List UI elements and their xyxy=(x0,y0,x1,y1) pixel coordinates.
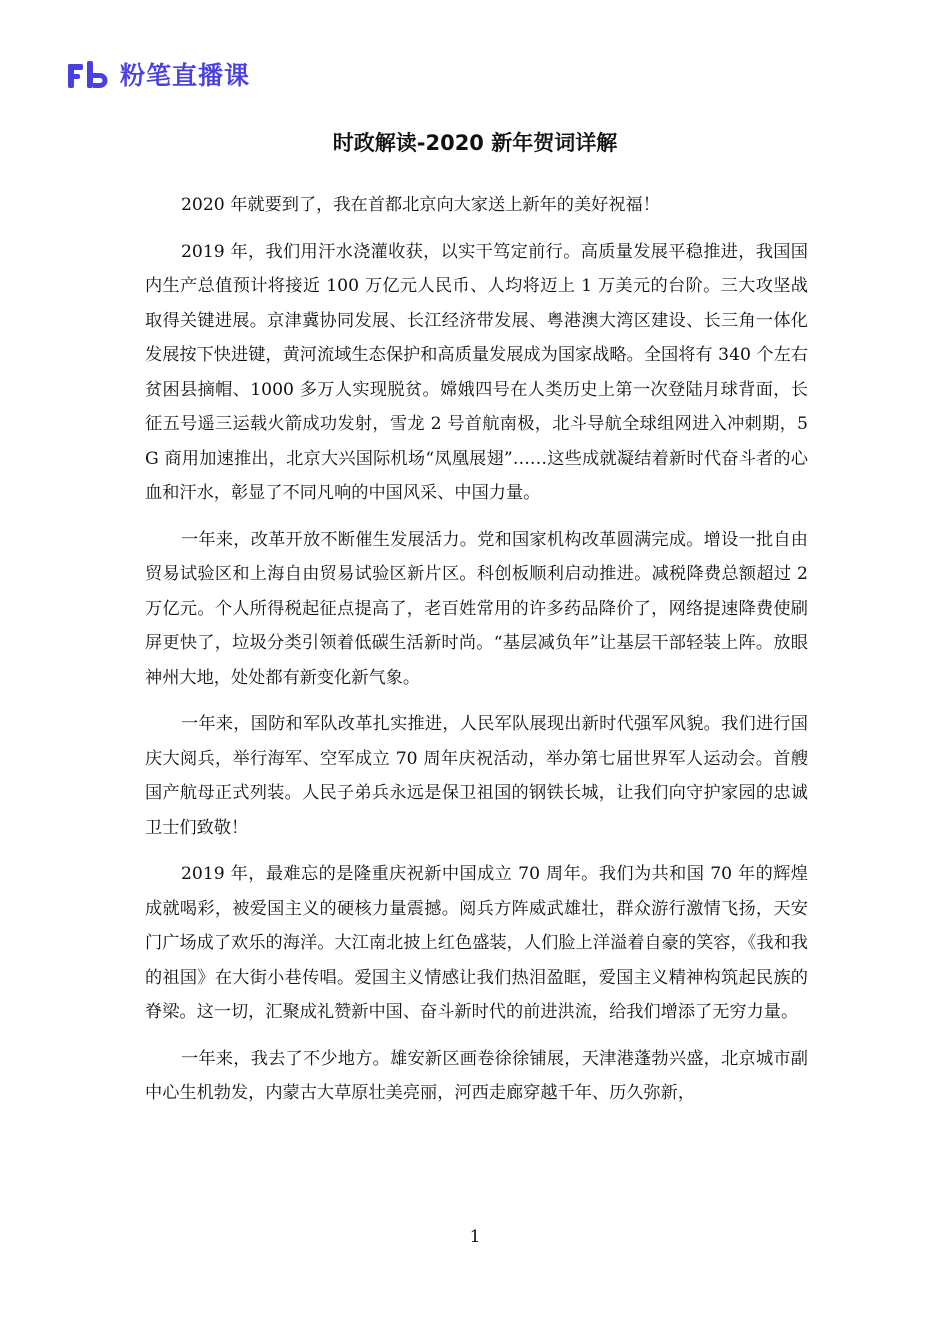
document-body xyxy=(145,188,808,1123)
paragraph: 一年来，改革开放不断催生发展活力。党和国家机构改革圆满完成。增设一批自由贸易试验区和上海自由贸易试验区新片区。科创板顺利启动推进。减税降费总额超过 2 万亿元。个人所得税起征点提高了，老百姓常用的许多药品降价了，网络提速降费使刷屏更快了，垃圾分类引领着低碳生活新时尚。“基层减负年”让基层干部轻装上阵。放眼神州大地，处处都有新变化新气象。 xyxy=(145,529,808,688)
paragraph: 2019 年，最难忘的是隆重庆祝新中国成立 70 周年。我们为共和国 70 年的辉煌成就喝彩，被爱国主义的硬核力量震撼。阅兵方阵威武雄壮，群众游行激情飞扬，天安门广场成了欢乐的海洋。大江南北披上红色盛装，人们脸上洋溢着自豪的笑容，《我和我的祖国》在大街小巷传唱。爱国主义情感让我们热泪盈眶，爱国主义精神构筑起民族的脊梁。这一切，汇聚成礼赞新中国、奋斗新时代的前进洪流，给我们增添了无穷力量。 xyxy=(145,864,808,1022)
paragraph: 2019 年，我们用汗水浇灌收获，以实干笃定前行。高质量发展平稳推进，我国国内生产总值预计将接近 100 万亿元人民币、人均将迈上 1 万美元的台阶。三大攻坚战取得关键进展。京津冀协同发展、长江经济带发展、粤港澳大湾区建设、长三角一体化发展按下快进键，黄河流域生态保护和高质量发展成为国家战略。全国将有 340 个左右贫困县摘帽、1000 多万人实现脱贫。嫦娥四号在人类历史上第一次登陆月球背面，长征五号遥三运载火箭成功发射，雪龙 2 号首航南极，北斗导航全球组网进入冲刺期，5G 商用加速推出，北京大兴国际机场“凤凰展翅”……这些成就凝结着新时代奋斗者的心血和汗水，彰显了不同凡响的中国风采、中国力量。 xyxy=(145,241,808,503)
document-title: 时政解读-2020 新年贺词详解 xyxy=(332,131,618,155)
fenbi-logo-icon xyxy=(66,59,112,93)
brand-logo xyxy=(66,58,250,94)
brand-name: 粉笔直播课 xyxy=(120,61,251,90)
page-number: 1 xyxy=(469,1227,481,1247)
paragraph: 一年来，我去了不少地方。雄安新区画卷徐徐铺展，天津港蓬勃兴盛，北京城市副中心生机勃发，内蒙古大草原壮美亮丽，河西走廊穿越千年、历久弥新， xyxy=(145,1048,808,1103)
paragraph: 2020 年就要到了，我在首都北京向大家送上新年的美好祝福！ xyxy=(181,195,660,215)
paragraph: 一年来，国防和军队改革扎实推进，人民军队展现出新时代强军风貌。我们进行国庆大阅兵，举行海军、空军成立 70 周年庆祝活动，举办第七届世界军人运动会。首艘国产航母正式列装。人民子弟兵永远是保卫祖国的钢铁长城，让我们向守护家园的忠诚卫士们致敬！ xyxy=(145,714,808,838)
